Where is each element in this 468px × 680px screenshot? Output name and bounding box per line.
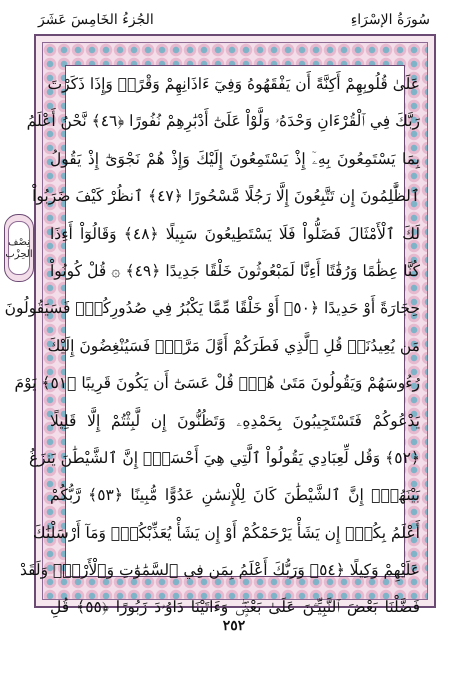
page-number: ٢٥٢ (222, 618, 246, 634)
verse-line: عَلَىٰ قُلُوبِهِمْ أَكِنَّةً أَن يَفْقَهُوهُ وَفِيٓ ءَاذَانِهِمْ وَقْرًاۚ وَإِذَا ذَكَرْتَ (47, 75, 420, 93)
juz-title: الجُزءُ الخَامِسَ عَشَرَ (38, 12, 154, 28)
surah-title: سُورَةُ الإسْرَاءِ (350, 12, 430, 28)
verse-line: أَعْلَمُ بِكُمْۖ إِن يَشَأْ يَرْحَمْكُمْ أَوْ إِن يَشَأْ يُعَذِّبْكُمْۚ وَمَآ أَرْسَلْنَٰكَ (32, 523, 420, 542)
verse-line: ٱلظَّٰلِمُونَ إِن تَتَّبِعُونَ إِلَّا رَجُلًا مَّسْحُورًا ﴿٤٧﴾ ٱنظُرْ كَيْفَ ضَرَبُواْ (32, 187, 420, 206)
verse-line: رَبَّكَ فِي ٱلْقُرْءَانِ وَحْدَهُۥ وَلَّوْاْ عَلَىٰٓ أَدْبَٰرِهِمْ نُفُورًا ﴿٤٦﴾ نَّحْنُ أَعْلَمُ (26, 112, 420, 131)
verse-line: مَن يُعِيدُنَاۖ قُلِ ٱلَّذِي فَطَرَكُمْ أَوَّلَ مَرَّةٍۚ فَسَيُنْغِضُونَ إِلَيْكَ (47, 336, 420, 355)
verse-line: عَلَيْهِمْ وَكِيلًا ﴿٥٤﴾ وَرَبُّكَ أَعْلَمُ بِمَن فِي ٱلسَّمَٰوَٰتِ وَٱلْأَرْضِۗ وَلَقَدْ (19, 561, 420, 580)
verse-line: يَدْعُوكُمْ فَتَسْتَجِيبُونَ بِحَمْدِهِۦ وَتَظُنُّونَ إِن لَّبِثْتُمْ إِلَّا قَلِيلًا (50, 411, 420, 430)
hizb-marker-text (5, 237, 33, 261)
verse-line: فَضَّلْنَا بَعْضَ ٱلنَّبِيِّـۧنَ عَلَىٰ بَعْضٍۖ وَءَاتَيْنَا دَاوُۥدَ زَبُورًا ﴿٥٥﴾ قُلِ (50, 598, 420, 617)
verse-line: رُءُوسَهُمْ وَيَقُولُونَ مَتَىٰ هُوَۖ قُلْ عَسَىٰٓ أَن يَكُونَ قَرِيبًا ﴿٥١﴾ يَوْمَ (14, 374, 420, 393)
page-header (38, 6, 430, 36)
hizb-marker (4, 214, 34, 282)
verse-line: لَكَ ٱلْأَمْثَالَ فَضَلُّواْ فَلَا يَسْتَطِيعُونَ سَبِيلًا ﴿٤٨﴾ وَقَالُوٓاْ أَءِذَا (50, 224, 420, 243)
verse-line: بَيْنَهُمْۚ إِنَّ ٱلشَّيْطَٰنَ كَانَ لِلْإِنسَٰنِ عَدُوًّا مُّبِينًا ﴿٥٣﴾ رَّبُّكُمْ (50, 486, 420, 505)
verse-line: كُنَّا عِظَٰمًا وَرُفَٰتًا أَءِنَّا لَمَبْعُوثُونَ خَلْقًا جَدِيدًا ﴿٤٩﴾ ۞ قُلْ كُونُواْ (50, 261, 420, 280)
hizb-marker-line1: نِصْف (8, 237, 30, 248)
verse-line: بِمَا يَسْتَمِعُونَ بِهِۦٓ إِذْ يَسْتَمِعُونَ إِلَيْكَ وَإِذْ هُمْ نَجْوَىٰٓ إِذْ يَقُولُ (50, 149, 420, 168)
hizb-marker-line2: الحِزْب (5, 249, 33, 260)
verse-line: ﴿٥٢﴾ وَقُل لِّعِبَادِي يَقُولُواْ ٱلَّتِي هِيَ أَحْسَنُۚ إِنَّ ٱلشَّيْطَٰنَ يَنزَغُ (28, 448, 420, 467)
verse-line: حِجَارَةً أَوْ حَدِيدًا ﴿٥٠﴾ أَوْ خَلْقًا مِّمَّا يَكْبُرُ فِي صُدُورِكُمْۚ فَسَيَقُولُونَ (4, 299, 420, 318)
